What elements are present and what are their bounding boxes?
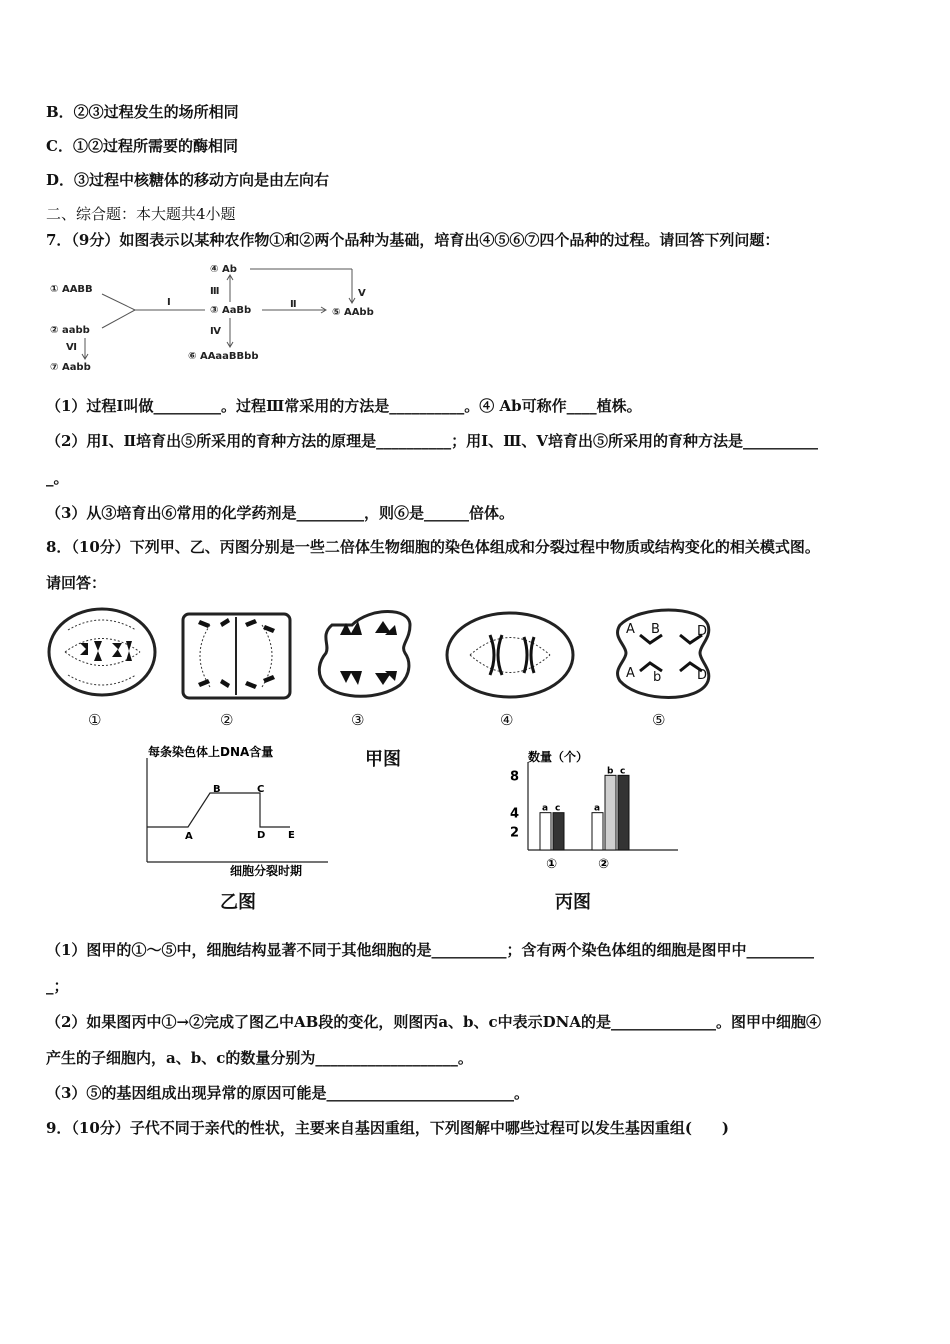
node-4: ④ Ab: [210, 264, 237, 275]
cell-label-1: ①: [88, 711, 102, 729]
cell-5-gene-4: A: [626, 666, 635, 681]
process-5: Ⅴ: [358, 288, 366, 299]
cell-4: [447, 613, 573, 697]
figure-yi-graph: [140, 742, 340, 887]
process-1: Ⅰ: [167, 297, 171, 308]
cell-5-gene-2: B: [651, 622, 660, 637]
node-6: ⑥ AAaaBBbb: [188, 351, 259, 362]
node-2: ② aabb: [50, 325, 90, 336]
cell-3: [319, 612, 410, 697]
cell-label-5: ⑤: [652, 711, 666, 729]
option-c: C．①②过程所需要的酶相同: [46, 137, 238, 155]
cell-label-2: ②: [220, 711, 234, 729]
yi-xlabel: 细胞分裂时期: [230, 864, 303, 878]
q8-part-1a: （1）图甲的①～⑤中，细胞结构显著不同于其他细胞的是__________；含有两个染色体组的细胞是图甲中_________: [46, 941, 814, 959]
section-heading: 二、综合题：本大题共4小题: [46, 205, 236, 223]
q7-part-1: （1）过程Ⅰ叫做_________。过程Ⅲ常采用的方法是__________。④ Ab可称作____植株。: [46, 397, 642, 415]
bing-category-2: ②: [598, 857, 610, 872]
figure-bing-chart: [500, 744, 690, 874]
question-8-stem: 8．（10分）下列甲、乙、丙图分别是一些二倍体生物细胞的染色体组成和分裂过程中物质或结构变化的相关模式图。: [46, 538, 820, 556]
bing-ytick: 4: [510, 806, 520, 822]
q8-part-2b: 产生的子细胞内，a、b、c的数量分别为___________________。: [46, 1049, 473, 1067]
figure-jia-title: 甲图: [365, 749, 401, 770]
bar-a-1: [540, 813, 551, 850]
yi-point-b: B: [213, 784, 221, 795]
option-b: B．②③过程发生的场所相同: [46, 103, 239, 121]
bar-c-2: [618, 775, 629, 850]
cell-5-gene-6: D: [697, 668, 708, 683]
q7-part-2a: （2）用Ⅰ、Ⅱ培育出⑤所采用的育种方法的原理是__________；用Ⅰ、Ⅲ、Ⅴ培育出⑤所采用的育种方法是__________: [46, 432, 819, 450]
yi-point-d: D: [257, 830, 266, 841]
question-8-stem-2: 请回答：: [46, 574, 107, 592]
question-7-stem: 7．（9分）如图表示以某种农作物①和②两个品种为基础，培育出④⑤⑥⑦四个品种的过程。请回答下列问题：: [46, 231, 780, 249]
bar-label-b-2: b: [607, 766, 614, 777]
bar-label-c-1: c: [555, 803, 561, 814]
node-3: ③ AaBb: [210, 305, 252, 316]
cell-1: [49, 609, 155, 695]
process-4: Ⅳ: [210, 326, 221, 337]
cell-5-gene-1: A: [626, 622, 635, 637]
cell-5-gene-3: D: [697, 624, 708, 639]
yi-point-c: C: [257, 784, 265, 795]
figure-bing-title: 丙图: [555, 892, 591, 913]
yi-point-e: E: [288, 830, 295, 841]
yi-point-a: A: [185, 831, 193, 842]
q8-part-3: （3）⑤的基因组成出现异常的原因可能是_________________________。: [46, 1084, 529, 1102]
bar-label-c-2: c: [620, 766, 626, 777]
q7-part-2b: _。: [46, 469, 69, 487]
dna-content-line: [147, 793, 290, 827]
bar-c-1: [553, 813, 564, 850]
node-1: ① AABB: [50, 284, 93, 295]
process-6: Ⅵ: [66, 342, 77, 353]
bar-a-2: [592, 813, 603, 850]
cell-label-3: ③: [351, 711, 365, 729]
bar-label-a-2: a: [594, 803, 601, 814]
bing-ylabel: 数量（个）: [528, 750, 589, 764]
option-d: D．③过程中核糖体的移动方向是由左向右: [46, 171, 330, 189]
cell-label-4: ④: [500, 711, 514, 729]
process-3: Ⅲ: [210, 286, 220, 297]
bar-b-2: [605, 775, 616, 850]
question-9-stem: 9．（10分）子代不同于亲代的性状，主要来自基因重组，下列图解中哪些过程可以发生基因重组( ): [46, 1119, 730, 1137]
breeding-diagram: [40, 258, 400, 378]
bing-ytick: 2: [510, 825, 520, 841]
q8-part-2a: （2）如果图丙中①→②完成了图乙中AB段的变化，则图丙a、b、c中表示DNA的是______________。图甲中细胞④: [46, 1013, 822, 1031]
bar-label-a-1: a: [542, 803, 549, 814]
q7-part-3: （3）从③培育出⑥常用的化学药剂是_________，则⑥是______倍体。: [46, 504, 514, 522]
node-5: ⑤ AAbb: [332, 307, 374, 318]
figure-yi-title: 乙图: [220, 892, 256, 913]
cell-5-gene-5: b: [653, 670, 662, 685]
bing-ytick: 8: [510, 769, 520, 785]
process-2: Ⅱ: [290, 299, 297, 310]
yi-ylabel: 每条染色体上DNA含量: [148, 745, 274, 759]
node-7: ⑦ Aabb: [50, 362, 91, 373]
q8-part-1b: _；: [46, 977, 69, 995]
bing-category-1: ①: [546, 857, 558, 872]
